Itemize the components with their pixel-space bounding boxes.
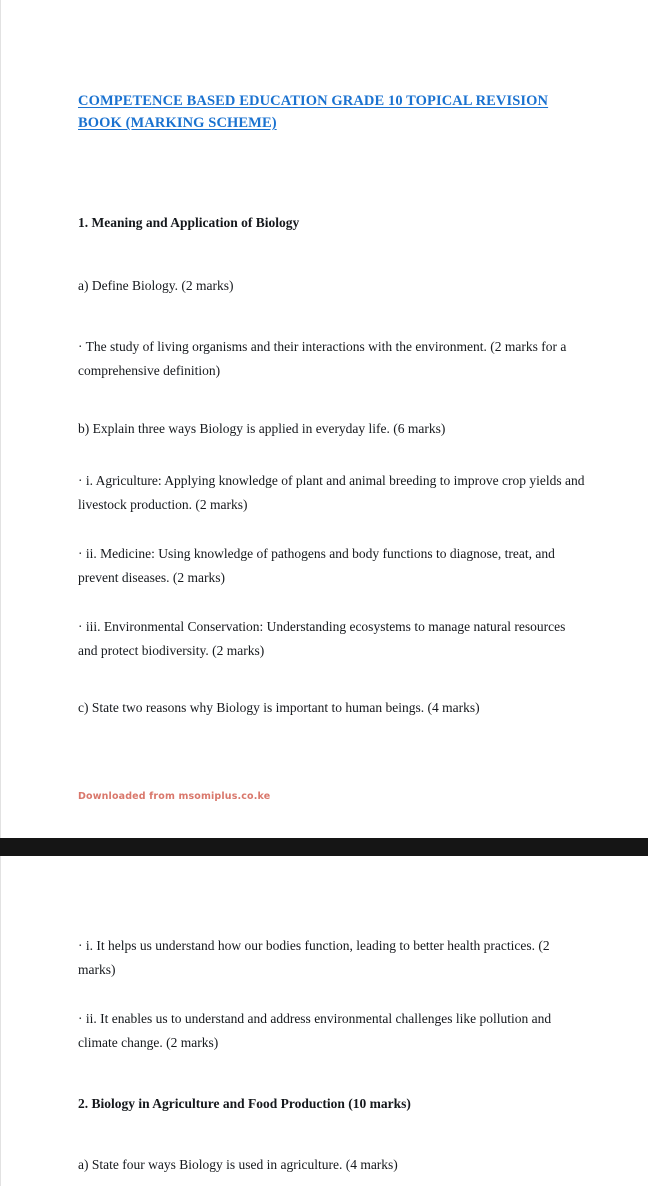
page-separator-band — [0, 838, 648, 856]
spacer — [78, 856, 588, 934]
question-1c: c) State two reasons why Biology is important to human beings. (4 marks) — [78, 700, 480, 715]
answer-1b-item-iii: · iii. Environmental Conservation: Understanding ecosystems to manage natural resources and protect biodiversity. (2 marks) — [78, 619, 566, 658]
document-title: COMPETENCE BASED EDUCATION GRADE 10 TOPICAL REVISION BOOK (MARKING SCHEME) — [78, 93, 549, 131]
spacer — [78, 134, 588, 212]
answer-1c-item-i: · i. It helps us understand how our bodies function, leading to better health practices. (2 marks) — [78, 938, 550, 977]
document-page-2 — [0, 856, 648, 1186]
spacer — [78, 383, 588, 417]
spacer — [78, 1055, 588, 1093]
answer-1b-item-i: · i. Agriculture: Applying knowledge of plant and animal breeding to improve crop yields and livestock production. (2 marks) — [78, 473, 585, 512]
spacer — [78, 590, 588, 615]
spacer — [78, 719, 588, 791]
answer-1a: · The study of living organisms and their interactions with the environment. (2 marks for a comprehensive definition) — [78, 339, 567, 378]
spacer — [78, 663, 588, 696]
section-heading-1: 1. Meaning and Application of Biology — [78, 215, 300, 230]
answer-1b-item-ii: · ii. Medicine: Using knowledge of pathogens and body functions to diagnose, treat, and prevent diseases. (2 marks) — [78, 546, 555, 585]
question-1a: a) Define Biology. (2 marks) — [78, 278, 234, 293]
spacer — [78, 1115, 588, 1153]
spacer — [78, 440, 588, 469]
answer-1c-item-ii: · ii. It enables us to understand and address environmental challenges like pollution and climate change. (2 marks) — [78, 1011, 552, 1050]
section-heading-2: 2. Biology in Agriculture and Food Production (10 marks) — [78, 1096, 411, 1111]
spacer — [78, 234, 588, 274]
question-2a: a) State four ways Biology is used in agriculture. (4 marks) — [78, 1157, 398, 1172]
spacer — [78, 517, 588, 542]
spacer — [78, 297, 588, 335]
page-1-watermark: Downloaded from msomiplus.co.ke — [78, 791, 271, 802]
question-1b: b) Explain three ways Biology is applied in everyday life. (6 marks) — [78, 421, 446, 436]
spacer — [78, 982, 588, 1007]
